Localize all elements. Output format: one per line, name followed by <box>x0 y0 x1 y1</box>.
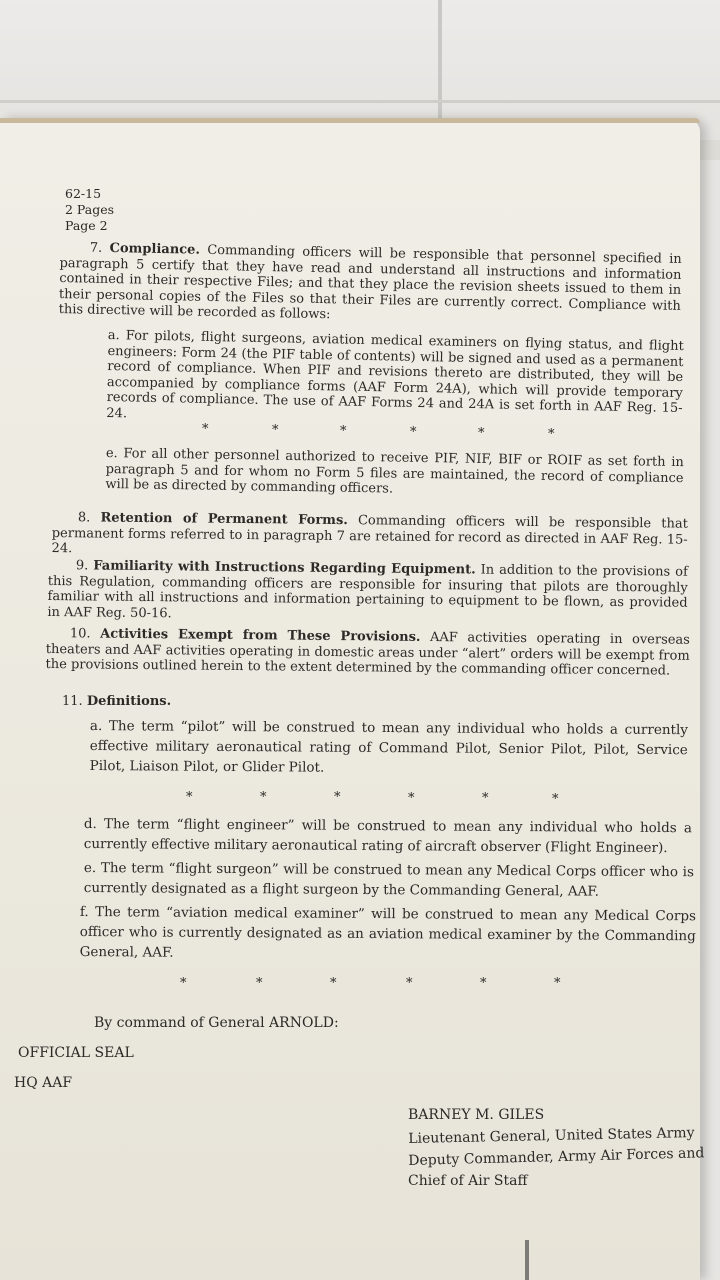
ellipsis-star: * <box>272 423 279 438</box>
section-title: Familiarity with Instructions Regarding Equipment. <box>93 558 476 578</box>
section-10 <box>46 626 690 679</box>
section-title: Definitions. <box>86 694 172 709</box>
tile-grout <box>0 100 720 103</box>
official-seal: OFFICIAL SEAL <box>18 1045 134 1061</box>
section-9 <box>47 558 688 627</box>
definition-d <box>84 814 692 858</box>
subparagraph-text: For all other personnel authorized to receive PIF, NIF, BIF or ROIF as set forth in paragraph 5 and for whom no Form 5 files are maintained, the record of compliance will be as directed by commanding officers. <box>105 446 684 497</box>
floor-strip <box>700 160 720 1280</box>
definition-label: f. <box>79 903 89 921</box>
section-number: 10. <box>69 626 91 642</box>
signer-title-line-1: Lieutenant General, United States Army <box>408 1125 695 1147</box>
section-body: Commanding officers will be responsible that permanent forms referred to in paragraph 7 are retained for record as directed in AAF Reg. 15-24. <box>51 513 688 557</box>
page-number: Page 2 <box>65 218 108 233</box>
definition-text: The term “aviation medical examiner” will be construed to mean any Medical Corps officer who is currently designated as an aviation medical examiner by the Commanding General, AAF. <box>79 904 696 961</box>
ellipsis-star: * <box>180 976 187 991</box>
section-number: 9. <box>75 558 89 574</box>
page-count: 2 Pages <box>65 202 115 217</box>
page-edge <box>0 118 700 123</box>
subparagraph-7a <box>106 328 684 432</box>
ellipsis-star: * <box>330 976 337 991</box>
section-number: 7. <box>89 240 103 256</box>
ellipsis-star: * <box>202 422 209 437</box>
ellipsis-star: * <box>186 790 193 805</box>
definition-text: The term “pilot” will be construed to mean any individual who holds a currently effective military aeronautical rating of Command Pilot, Senior Pilot, Pilot, Service Pilot, Liaison Pilot, or Glider Pilot. <box>89 718 688 776</box>
subparagraph-7e <box>105 446 684 502</box>
definition-text: The term “flight surgeon” will be construed to mean any Medical Corps officer who is currently designated as a flight surgeon by the Commanding General, AAF. <box>83 860 694 900</box>
ellipsis-star: * <box>260 790 267 805</box>
definition-label: d. <box>83 815 97 833</box>
definition-f <box>80 902 696 966</box>
signer-title-line-3: Chief of Air Staff <box>408 1173 528 1189</box>
subparagraph-text: For pilots, flight surgeons, aviation medical examiners on flying status, and flight engineers: Form 24 (the PIF table of contents) will be signed and used as a permanent record of compliance. When PIF and revisions thereto are distributed, they will be accompanied by compliance forms (AAF Form 24A), which will provide temporary records of compliance. The use of AAF Forms 24 and 24A is set forth in AAF Reg. 15-24. <box>106 328 684 421</box>
definition-a <box>90 716 688 780</box>
ellipsis-star: * <box>554 976 561 991</box>
section-title: Retention of Permanent Forms. <box>100 510 348 529</box>
definition-e <box>84 858 694 902</box>
section-number: 11. <box>62 694 83 709</box>
definition-text: The term “flight engineer” will be construed to mean any individual who holds a currently effective military aeronautical rating of aircraft observer (Flight Engineer). <box>83 816 692 857</box>
hq-line: HQ AAF <box>14 1075 73 1091</box>
ellipsis-star: * <box>552 792 559 807</box>
ellipsis-star: * <box>406 976 413 991</box>
subparagraph-label: e. <box>105 446 118 462</box>
ellipsis-star: * <box>480 976 487 991</box>
ellipsis-star: * <box>548 427 555 442</box>
ellipsis-star: * <box>256 976 263 991</box>
ellipsis-star: * <box>478 426 485 441</box>
by-command-line: By command of General ARNOLD: <box>94 1015 339 1031</box>
section-body: Commanding officers will be responsible that personnel specified in paragraph 5 certify that they have read and understand all instructions and information contained in their respective Files; and that they place the revision sheets issued to them in their personal copies of the Files so that their Files are currently correct. Compliance with this directive will be recorded as follows: <box>58 242 682 323</box>
section-title: Activities Exempt from These Provisions. <box>100 626 421 645</box>
ellipsis-star: * <box>408 791 415 806</box>
definition-label: e. <box>83 859 97 877</box>
signer-title-line-2: Deputy Commander, Army Air Forces and <box>408 1145 705 1169</box>
doc-number: 62-15 <box>65 186 102 201</box>
section-body: In addition to the provisions of this Regulation, commanding officers are responsible for insuring that pilots are thoroughly familiar with all instructions and information pertaining to equipment to be flown, as provided in AAF Reg. 50-16. <box>47 562 688 621</box>
ellipsis-star: * <box>482 791 489 806</box>
section-body: AAF activities operating in overseas theaters and AAF activities operating in domestic areas under “alert” orders will be exempt from the provisions outlined herein to the extent determined by the commanding officer concerned. <box>45 630 690 679</box>
section-8 <box>52 510 688 563</box>
ellipsis-star: * <box>334 790 341 805</box>
subparagraph-label: a. <box>107 328 120 344</box>
section-title: Compliance. <box>109 240 201 258</box>
signer-name: BARNEY M. GILES <box>408 1107 545 1123</box>
section-number: 8. <box>77 510 91 526</box>
definition-label: a. <box>89 717 103 735</box>
section-11-heading <box>62 694 171 709</box>
ellipsis-star: * <box>340 424 347 439</box>
section-7 <box>59 240 682 329</box>
ellipsis-star: * <box>410 425 417 440</box>
floor-seam <box>525 1240 529 1280</box>
